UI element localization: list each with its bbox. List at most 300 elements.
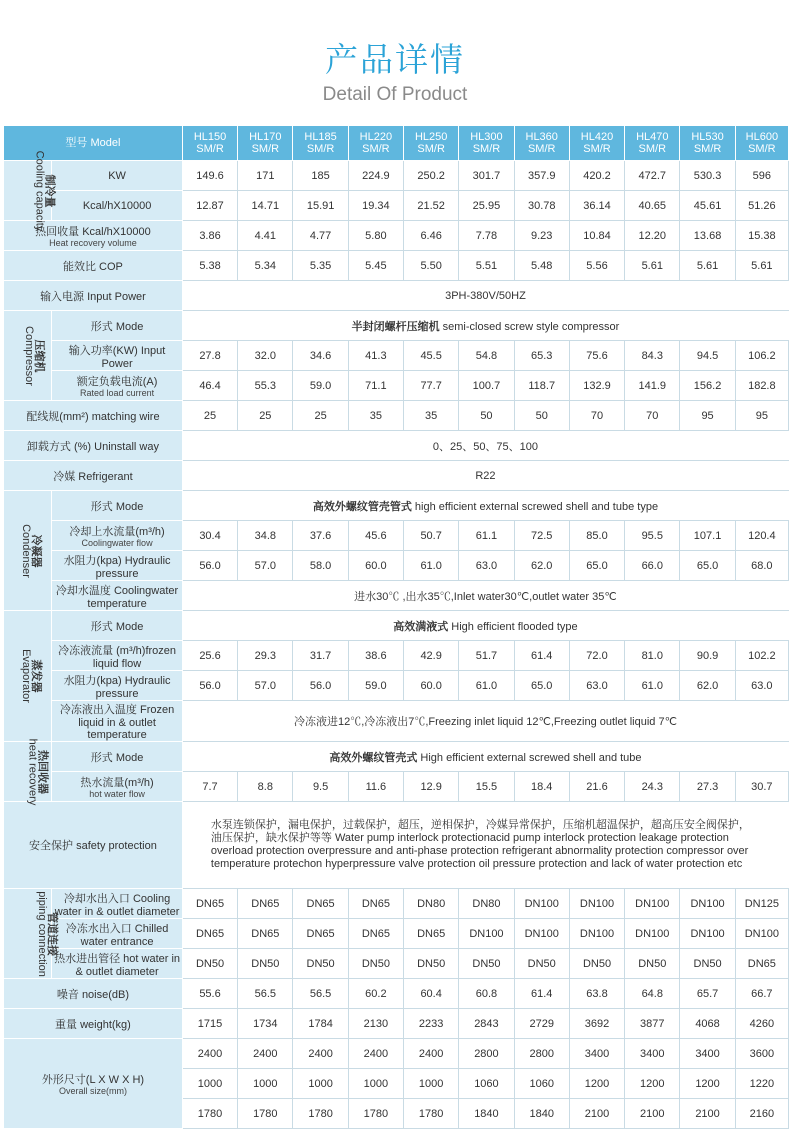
table-row xyxy=(4,191,789,221)
row-label-wire xyxy=(4,401,183,431)
value-cell: 15.38 xyxy=(735,221,788,251)
value-cell: DN65 xyxy=(735,949,788,979)
value-cell: DN65 xyxy=(348,889,403,919)
value-cell: 1200 xyxy=(569,1069,624,1099)
row-label-hr_flow xyxy=(52,772,183,802)
span-value-evap_temp xyxy=(182,701,788,742)
value-cell: 1784 xyxy=(293,1009,348,1039)
value-cell: 60.2 xyxy=(348,979,403,1009)
table-row xyxy=(4,371,789,401)
value-cell: 3.86 xyxy=(182,221,237,251)
row-label-zh: 冷却上水流量(m³/h) xyxy=(69,526,165,538)
row-label-zh: 卸载方式 (%) xyxy=(26,440,92,453)
value-cell: 2729 xyxy=(514,1009,569,1039)
row-label-power xyxy=(4,281,183,311)
value-cell: 1060 xyxy=(459,1069,514,1099)
value-cell: 2400 xyxy=(404,1039,459,1069)
row-label-pipe_cool xyxy=(52,889,183,919)
value-cell: 37.6 xyxy=(293,521,348,551)
row-label-size xyxy=(4,1039,183,1129)
span-value-zh: 高效外螺纹管壳式 xyxy=(329,751,418,764)
value-cell: 57.0 xyxy=(238,671,293,701)
value-cell: 61.4 xyxy=(514,641,569,671)
value-cell: 58.0 xyxy=(293,551,348,581)
model-name: HL150 xyxy=(193,131,227,143)
value-cell: 65.3 xyxy=(514,341,569,371)
model-name: HL530 xyxy=(691,131,724,143)
model-column-header xyxy=(293,126,348,161)
value-cell: 5.56 xyxy=(569,251,624,281)
model-header: 型号 Model xyxy=(4,126,183,161)
table-row xyxy=(4,919,789,949)
value-cell: 100.7 xyxy=(459,371,514,401)
table-row xyxy=(4,1009,789,1039)
row-label-en: Hydraulic pressure xyxy=(95,554,171,580)
value-cell: DN100 xyxy=(569,889,624,919)
value-cell: 60.0 xyxy=(404,671,459,701)
row-label-zh: 冷冻液出入温度 xyxy=(59,704,137,716)
table-row xyxy=(4,701,789,742)
value-cell: 1734 xyxy=(238,1009,293,1039)
row-label-en: Mode xyxy=(115,751,144,764)
value-cell: 1200 xyxy=(625,1069,680,1099)
row-label-en: Uninstall way xyxy=(94,440,159,453)
table-row xyxy=(4,551,789,581)
value-cell: 95 xyxy=(735,401,788,431)
row-label-en: Heat recovery volume xyxy=(49,238,137,248)
row-label-hr_form xyxy=(52,742,183,772)
value-cell: 95 xyxy=(680,401,735,431)
value-cell: 56.0 xyxy=(182,551,237,581)
row-label-kcal: Kcal/hX10000 xyxy=(52,191,183,221)
group-label-text xyxy=(34,150,54,231)
value-cell: 45.61 xyxy=(680,191,735,221)
value-cell: 301.7 xyxy=(459,161,514,191)
table-row xyxy=(4,949,789,979)
row-label-en: hot water flow xyxy=(89,789,145,799)
model-suffix: SM/R xyxy=(251,143,280,155)
group-label-heat_recovery xyxy=(4,738,52,805)
value-cell: 2160 xyxy=(735,1099,788,1129)
table-row xyxy=(4,772,789,802)
row-label-safety xyxy=(4,802,183,889)
value-cell: 1000 xyxy=(182,1069,237,1099)
value-cell: 81.0 xyxy=(625,641,680,671)
value-cell: 1060 xyxy=(514,1069,569,1099)
value-cell: 149.6 xyxy=(182,161,237,191)
value-cell: 19.34 xyxy=(348,191,403,221)
value-cell: 65.7 xyxy=(680,979,735,1009)
value-cell: DN100 xyxy=(459,919,514,949)
value-cell: 1780 xyxy=(348,1099,403,1129)
model-suffix: SM/R xyxy=(362,143,390,155)
value-cell: 2800 xyxy=(514,1039,569,1069)
span-value-safety: 水泵连锁保护，漏电保护，过载保护，超压，逆相保护，冷媒异常保护，压缩机超温保护，超高压安全阀保护，油压保护，缺水保护等等 Water pump interlock protectionacid pump interlock protection leakage protection overload protection overpressure and anti-phase protection refrigerant abnormality protection compressor over temperature protechon hyperpressure valve protection oil pressure protection and lack of water protection etc xyxy=(182,802,788,889)
value-cell: 2400 xyxy=(182,1039,237,1069)
row-label-zh: 输入电源 xyxy=(40,290,85,303)
table-row xyxy=(4,1039,789,1069)
value-cell: 1780 xyxy=(238,1099,293,1129)
value-cell: 5.38 xyxy=(182,251,237,281)
span-value-text: 进水30℃ ,出水35℃,Inlet water30℃,outlet water 35℃ xyxy=(354,590,617,603)
value-cell: 60.8 xyxy=(459,979,514,1009)
value-cell: 34.6 xyxy=(293,341,348,371)
page-subtitle: Detail Of Product xyxy=(322,84,468,105)
value-cell: 2400 xyxy=(238,1039,293,1069)
row-label-zh: 水阻力(kpa) xyxy=(63,674,122,687)
value-cell: 24.3 xyxy=(625,772,680,802)
value-cell: 1840 xyxy=(514,1099,569,1129)
row-label-en: Mode xyxy=(115,620,144,633)
value-cell: 94.5 xyxy=(680,341,735,371)
row-label-evap_temp xyxy=(52,701,183,742)
value-cell: DN50 xyxy=(514,949,569,979)
span-value-zh: 高效满液式 xyxy=(393,620,449,633)
row-label-comp_current xyxy=(52,371,183,401)
row-label-en: weight(kg) xyxy=(80,1018,131,1031)
span-value-zh: 高效外螺纹管壳管式 xyxy=(312,500,412,513)
value-cell: 5.45 xyxy=(348,251,403,281)
table-row xyxy=(4,889,789,919)
span-value-refrigerant xyxy=(182,461,788,491)
value-cell: DN80 xyxy=(404,889,459,919)
value-cell: DN100 xyxy=(569,919,624,949)
group-label-evaporator xyxy=(4,611,52,742)
group-label-en: Cooling capacity xyxy=(33,150,46,231)
value-cell: DN100 xyxy=(514,889,569,919)
value-cell: 32.0 xyxy=(238,341,293,371)
row-label-weight xyxy=(4,1009,183,1039)
value-cell: 5.61 xyxy=(680,251,735,281)
value-cell: 70 xyxy=(569,401,624,431)
value-cell: DN125 xyxy=(735,889,788,919)
value-cell: 51.26 xyxy=(735,191,788,221)
value-cell: 65.0 xyxy=(514,671,569,701)
model-name: HL220 xyxy=(359,131,393,143)
value-cell: 1200 xyxy=(680,1069,735,1099)
span-value-en: semi-closed screw style compressor xyxy=(442,320,620,333)
value-cell: 5.48 xyxy=(514,251,569,281)
value-cell: 106.2 xyxy=(735,341,788,371)
value-cell: 66.7 xyxy=(735,979,788,1009)
model-name: HL170 xyxy=(249,131,282,143)
model-column-header xyxy=(625,126,680,161)
row-label-en: COP xyxy=(99,260,123,273)
group-label-zh: 管道连接 xyxy=(45,911,58,956)
span-value-en: high efficient external screwed shell and tube type xyxy=(414,500,659,513)
model-name: HL300 xyxy=(470,131,503,143)
group-label-cooling xyxy=(4,150,56,231)
value-cell: 59.0 xyxy=(348,671,403,701)
value-cell: 102.2 xyxy=(735,641,788,671)
row-label-comp_power xyxy=(52,341,183,371)
spec-table xyxy=(3,125,789,1129)
row-label-en: Cooling water in & outlet diameter xyxy=(54,892,180,918)
value-cell: 141.9 xyxy=(625,371,680,401)
span-value-unload xyxy=(182,431,788,461)
value-cell: 4260 xyxy=(735,1009,788,1039)
value-cell: 118.7 xyxy=(514,371,569,401)
value-cell: 12.20 xyxy=(625,221,680,251)
row-label-zh: 配线规(mm²) xyxy=(26,410,89,423)
group-label-condenser xyxy=(4,491,52,611)
value-cell: DN100 xyxy=(625,889,680,919)
row-label-kw: KW xyxy=(52,161,183,191)
value-cell: 1000 xyxy=(293,1069,348,1099)
value-cell: 2800 xyxy=(459,1039,514,1069)
value-cell: 25 xyxy=(293,401,348,431)
value-cell: 35 xyxy=(404,401,459,431)
table-row xyxy=(4,401,789,431)
span-value-hr_form xyxy=(182,742,788,772)
value-cell: 59.0 xyxy=(293,371,348,401)
value-cell: 4068 xyxy=(680,1009,735,1039)
group-label-piping xyxy=(4,889,58,979)
table-row xyxy=(4,521,789,551)
value-cell: 56.5 xyxy=(238,979,293,1009)
value-cell: 4.41 xyxy=(238,221,293,251)
value-cell: 35 xyxy=(348,401,403,431)
value-cell: 2100 xyxy=(625,1099,680,1129)
value-cell: 1780 xyxy=(182,1099,237,1129)
row-label-evap_resist xyxy=(52,671,183,701)
table-row xyxy=(4,581,789,611)
value-cell: 3400 xyxy=(680,1039,735,1069)
model-column-header xyxy=(569,126,624,161)
span-value-en: High efficient flooded type xyxy=(451,620,578,633)
value-cell: DN65 xyxy=(182,889,237,919)
value-cell: 3692 xyxy=(569,1009,624,1039)
value-cell: 55.3 xyxy=(238,371,293,401)
value-cell: 21.52 xyxy=(404,191,459,221)
table-row xyxy=(4,281,789,311)
row-label-en: Chilled water entrance xyxy=(80,922,169,948)
value-cell: 61.0 xyxy=(625,671,680,701)
model-suffix: SM/R xyxy=(306,143,335,155)
value-cell: DN65 xyxy=(238,919,293,949)
row-label-en: Input Power xyxy=(87,290,146,303)
value-cell: 77.7 xyxy=(404,371,459,401)
value-cell: 65.0 xyxy=(680,551,735,581)
value-cell: 18.4 xyxy=(514,772,569,802)
value-cell: 132.9 xyxy=(569,371,624,401)
row-label-zh: 形式 xyxy=(90,751,113,764)
value-cell: 2130 xyxy=(348,1009,403,1039)
value-cell: 5.50 xyxy=(404,251,459,281)
value-cell: 30.7 xyxy=(735,772,788,802)
row-label-evap_flow xyxy=(52,641,183,671)
row-label-zh: 外形尺寸(L X W X H) xyxy=(41,1074,145,1086)
row-label-noise xyxy=(4,979,183,1009)
value-cell: 250.2 xyxy=(404,161,459,191)
row-label-en: Overall size(mm) xyxy=(58,1086,127,1096)
model-suffix: SM/R xyxy=(583,143,611,155)
row-label-heat_recovery_volume xyxy=(4,221,183,251)
value-cell: 29.3 xyxy=(238,641,293,671)
value-cell: 95.5 xyxy=(625,521,680,551)
row-label-cond_temp xyxy=(52,581,183,611)
value-cell: 84.3 xyxy=(625,341,680,371)
value-cell: DN65 xyxy=(182,919,237,949)
value-cell: 62.0 xyxy=(680,671,735,701)
value-cell: 2100 xyxy=(569,1099,624,1129)
row-label-en: Frozen liquid in & outlet temperature xyxy=(78,704,175,741)
row-label-zh: 冷媒 xyxy=(53,470,76,483)
row-label-zh: 能效比 xyxy=(62,260,96,273)
span-value-text: 冷冻液进12℃,冷冻液出7℃,Freezing inlet liquid 12℃,Freezing outlet liquid 7℃ xyxy=(293,716,677,728)
table-row xyxy=(4,671,789,701)
value-cell: 5.61 xyxy=(735,251,788,281)
row-label-en: Refrigerant xyxy=(78,470,133,483)
span-value-power xyxy=(182,281,788,311)
model-suffix: SM/R xyxy=(748,143,776,155)
row-label-zh: 冷却水出入口 xyxy=(63,892,130,905)
row-label-cond_form xyxy=(52,491,183,521)
row-label-cond_flow xyxy=(52,521,183,551)
model-suffix: SM/R xyxy=(693,143,722,155)
model-name: HL600 xyxy=(745,131,779,143)
table-row xyxy=(4,802,789,889)
value-cell: DN50 xyxy=(680,949,735,979)
group-label-zh: 热回收器 xyxy=(36,749,49,794)
row-label-zh: 热水进出管径 xyxy=(54,952,121,965)
value-cell: 9.5 xyxy=(293,772,348,802)
value-cell: 357.9 xyxy=(514,161,569,191)
value-cell: DN50 xyxy=(404,949,459,979)
value-cell: 65.0 xyxy=(569,551,624,581)
value-cell: 472.7 xyxy=(625,161,680,191)
value-cell: 50 xyxy=(514,401,569,431)
table-row xyxy=(4,742,789,772)
value-cell: 3400 xyxy=(625,1039,680,1069)
value-cell: 31.7 xyxy=(293,641,348,671)
value-cell: DN50 xyxy=(238,949,293,979)
span-value-en: High efficient external screwed shell and tube xyxy=(420,751,642,764)
group-label-zh: 蒸发器 xyxy=(29,659,42,693)
span-value-cond_temp xyxy=(182,581,788,611)
value-cell: 85.0 xyxy=(569,521,624,551)
table-row xyxy=(4,221,789,251)
row-label-zh: 形式 xyxy=(90,320,113,333)
model-column-header xyxy=(735,126,788,161)
row-label-zh: 冷冻液流量 xyxy=(58,644,114,657)
value-cell: 4.77 xyxy=(293,221,348,251)
span-value-cond_form xyxy=(182,491,788,521)
table-row xyxy=(4,251,789,281)
value-cell: 5.35 xyxy=(293,251,348,281)
value-cell: 68.0 xyxy=(735,551,788,581)
value-cell: 46.4 xyxy=(182,371,237,401)
value-cell: 56.5 xyxy=(293,979,348,1009)
value-cell: 5.61 xyxy=(625,251,680,281)
row-label-zh: 输入功率(KW) xyxy=(68,344,138,357)
group-label-en: Compressor xyxy=(22,325,35,386)
value-cell: 60.0 xyxy=(348,551,403,581)
value-cell: DN50 xyxy=(293,949,348,979)
row-label-comp_form xyxy=(52,311,183,341)
table-row xyxy=(4,979,789,1009)
value-cell: 70 xyxy=(625,401,680,431)
value-cell: 45.5 xyxy=(404,341,459,371)
value-cell: DN100 xyxy=(735,919,788,949)
value-cell: 38.6 xyxy=(348,641,403,671)
page-header xyxy=(0,0,790,122)
value-cell: 224.9 xyxy=(348,161,403,191)
value-cell: 25 xyxy=(182,401,237,431)
value-cell: 30.4 xyxy=(182,521,237,551)
row-label-zh: 水阻力(kpa) xyxy=(63,554,122,567)
group-label-zh: 冷凝器 xyxy=(29,533,42,567)
value-cell: 63.8 xyxy=(569,979,624,1009)
row-label-en: Mode xyxy=(115,320,144,333)
value-cell: DN100 xyxy=(625,919,680,949)
value-cell: DN100 xyxy=(680,889,735,919)
row-label-zh: 噪音 xyxy=(56,988,79,1001)
row-label-en: Coolingwater flow xyxy=(81,538,153,548)
value-cell: 11.6 xyxy=(348,772,403,802)
row-label-zh: 重量 xyxy=(55,1018,78,1031)
table-row xyxy=(4,431,789,461)
row-label-en: (m³/h)frozen liquid flow xyxy=(92,644,177,670)
value-cell: 30.78 xyxy=(514,191,569,221)
value-cell: 7.7 xyxy=(182,772,237,802)
row-label-zh: 冷却水温度 xyxy=(55,584,111,597)
value-cell: 1780 xyxy=(404,1099,459,1129)
table-row xyxy=(4,461,789,491)
value-cell: 14.71 xyxy=(238,191,293,221)
value-cell: DN65 xyxy=(293,919,348,949)
row-label-pipe_chill xyxy=(52,919,183,949)
value-cell: 61.0 xyxy=(404,551,459,581)
model-column-header xyxy=(238,126,293,161)
model-column-header xyxy=(680,126,735,161)
row-label-zh: 形式 xyxy=(90,500,113,513)
row-label-en: Mode xyxy=(115,500,144,513)
row-label-zh: 额定负载电流(A) xyxy=(76,376,158,388)
value-cell: 182.8 xyxy=(735,371,788,401)
row-label-en: Hydraulic pressure xyxy=(95,674,171,700)
value-cell: 5.34 xyxy=(238,251,293,281)
group-label-compressor xyxy=(4,311,52,401)
value-cell: DN50 xyxy=(182,949,237,979)
value-cell: 57.0 xyxy=(238,551,293,581)
value-cell: 1000 xyxy=(238,1069,293,1099)
value-cell: DN65 xyxy=(238,889,293,919)
value-cell: 8.8 xyxy=(238,772,293,802)
model-name: HL470 xyxy=(636,131,669,143)
group-label-en: Evaporator xyxy=(19,649,32,703)
group-label-en: heat recovery xyxy=(26,738,39,805)
value-cell: 61.0 xyxy=(459,671,514,701)
value-cell: 1840 xyxy=(459,1099,514,1129)
value-cell: 3877 xyxy=(625,1009,680,1039)
span-value-text: R22 xyxy=(475,469,496,482)
value-cell: 1000 xyxy=(348,1069,403,1099)
value-cell: 51.7 xyxy=(459,641,514,671)
value-cell: 50 xyxy=(459,401,514,431)
row-label-cond_resist xyxy=(52,551,183,581)
row-label-zh: 形式 xyxy=(90,620,113,633)
value-cell: 66.0 xyxy=(625,551,680,581)
value-cell: 34.8 xyxy=(238,521,293,551)
model-name: HL250 xyxy=(414,131,448,143)
value-cell: 62.0 xyxy=(514,551,569,581)
value-cell: 9.23 xyxy=(514,221,569,251)
value-cell: 64.8 xyxy=(625,979,680,1009)
table-row xyxy=(4,611,789,641)
value-cell: 107.1 xyxy=(680,521,735,551)
value-cell: 63.0 xyxy=(569,671,624,701)
